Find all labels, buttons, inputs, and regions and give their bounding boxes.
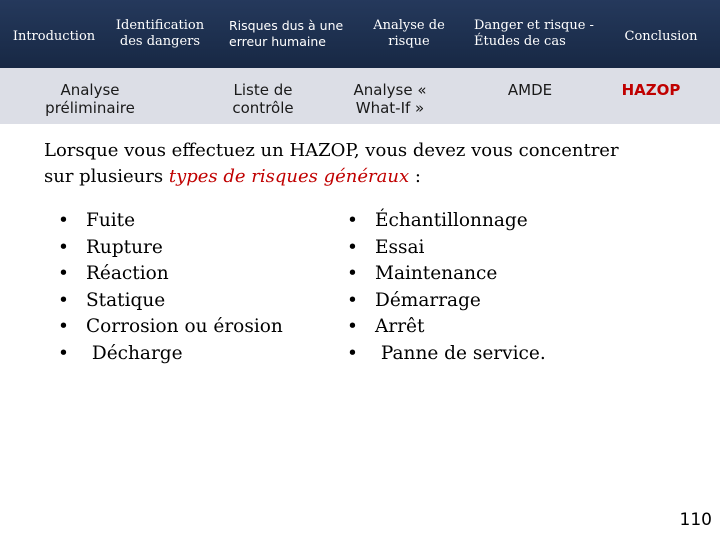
intro-text: Lorsque vous effectuez un HAZOP, vous devez vous concentrer sur plusieurs (44, 140, 619, 188)
list-item: • Essai (347, 235, 546, 262)
bullet-icon: • (58, 236, 69, 258)
list-item: • Arrêt (347, 314, 546, 341)
list-item: • Maintenance (347, 261, 546, 288)
list-item: • Décharge (58, 341, 283, 368)
bullet-icon: • (347, 236, 358, 258)
bullet-icon: • (58, 342, 69, 364)
hazard-types-list-right (347, 208, 546, 367)
nav-hazard-identification[interactable]: Identification des dangers (115, 18, 205, 50)
list-item: • Démarrage (347, 288, 546, 315)
nav-case-studies[interactable]: Danger et risque - Études de cas (474, 18, 594, 50)
list-item: • Panne de service. (347, 341, 546, 368)
top-navigation-bar (0, 0, 720, 68)
sub-navigation-bar (0, 68, 720, 124)
bullet-icon: • (58, 263, 69, 284)
nav-risk-analysis[interactable]: Analyse de risque (373, 18, 445, 50)
nav-human-error-risks[interactable]: Risques dus à une erreur humaine (229, 18, 344, 49)
list-item: • Réaction (58, 261, 283, 288)
subnav-amde[interactable]: AMDE (507, 81, 553, 99)
subnav-checklist[interactable]: Liste de contrôle (232, 81, 294, 117)
subnav-what-if[interactable]: Analyse « What-If » (353, 81, 427, 117)
subnav-hazop[interactable]: HAZOP (621, 81, 681, 99)
list-item: • Corrosion ou érosion (58, 314, 283, 341)
bullet-icon: • (347, 289, 358, 311)
intro-highlight: types de risques généraux (168, 166, 410, 188)
page-number: 110 (679, 510, 712, 530)
nav-introduction[interactable]: Introduction (12, 29, 96, 44)
bullet-icon: • (58, 289, 69, 311)
hazard-types-list-left (58, 208, 283, 367)
nav-conclusion[interactable]: Conclusion (624, 29, 698, 44)
bullet-icon: • (347, 342, 358, 364)
list-item: • Fuite (58, 208, 283, 235)
intro-paragraph (44, 138, 644, 190)
bullet-icon: • (58, 210, 69, 231)
list-item: • Statique (58, 288, 283, 315)
list-item: • Rupture (58, 235, 283, 262)
bullet-icon: • (347, 210, 358, 231)
bullet-icon: • (58, 316, 69, 337)
subnav-preliminary-analysis[interactable]: Analyse préliminaire (45, 81, 135, 117)
list-item: • Échantillonnage (347, 208, 546, 235)
intro-text-end: : (409, 166, 421, 188)
bullet-icon: • (347, 263, 358, 284)
bullet-icon: • (347, 316, 358, 337)
